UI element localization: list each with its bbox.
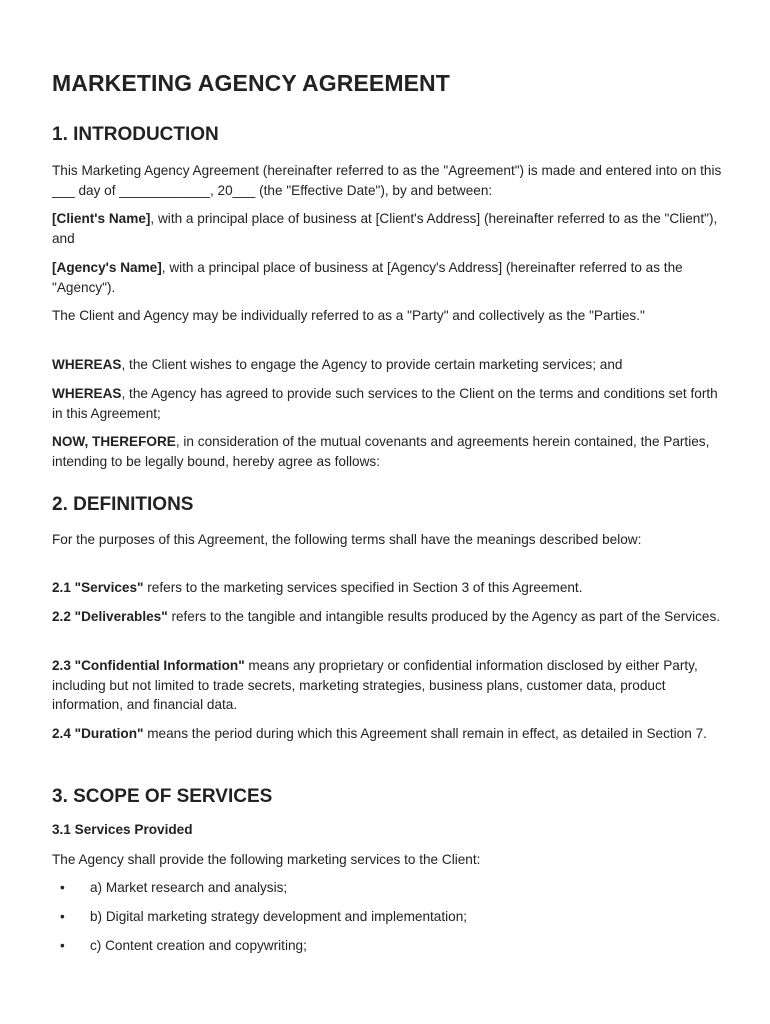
whereas-label-2: WHEREAS: [52, 386, 122, 401]
list-item-text: c) Content creation and copywriting;: [90, 938, 307, 953]
definition-confidential-term: 2.3 "Confidential Information": [52, 658, 245, 673]
definition-services-text: refers to the marketing services specified in Section 3 of this Agreement.: [143, 580, 583, 595]
agency-party-text: , with a principal place of business at [Agency's Address] (hereinafter referred to as the "Agency").: [52, 260, 683, 295]
whereas-clause-1: [52, 355, 722, 375]
section-heading-definitions: 2. DEFINITIONS: [52, 494, 194, 515]
list-item-text: b) Digital marketing strategy development and implementation;: [90, 909, 468, 924]
list-item-text: a) Market research and analysis;: [90, 880, 288, 895]
section-heading-introduction: 1. INTRODUCTION: [52, 124, 219, 145]
whereas-label-1: WHEREAS: [52, 357, 122, 372]
parties-paragraph: The Client and Agency may be individually referred to as a "Party" and collectively as the "Parties.": [52, 308, 645, 323]
definition-services: [52, 578, 722, 598]
now-therefore-text: , in consideration of the mutual covenants and agreements herein contained, the Parties, intending to be legally bound, hereby agree as follows:: [52, 434, 710, 469]
now-therefore-clause: [52, 432, 722, 471]
definition-deliverables-term: 2.2 "Deliverables": [52, 609, 168, 624]
whereas-text-2: , the Agency has agreed to provide such services to the Client on the terms and conditions set forth in this Agreement;: [52, 386, 718, 421]
definition-confidential-text: means any proprietary or confidential information disclosed by either Party, including but not limited to trade secrets, marketing strategies, business plans, customer data, product information, and financial data.: [52, 658, 698, 712]
client-party-text: , with a principal place of business at [Client's Address] (hereinafter referred to as the "Client"), and: [52, 211, 718, 246]
definition-duration-text: means the period during which this Agreement shall remain in effect, as detailed in Section 7.: [143, 726, 707, 741]
subsection-services-provided: 3.1 Services Provided: [52, 822, 193, 837]
definition-duration: [52, 724, 722, 744]
document-title: MARKETING AGENCY AGREEMENT: [52, 70, 450, 96]
definition-duration-term: 2.4 "Duration": [52, 726, 144, 741]
bullet-icon: •: [60, 909, 65, 924]
bullet-icon: •: [60, 938, 65, 953]
definitions-intro: For the purposes of this Agreement, the following terms shall have the meanings described below:: [52, 532, 642, 547]
definition-deliverables: [52, 607, 722, 627]
agency-party-paragraph: [52, 258, 722, 297]
definition-confidential-information: [52, 656, 722, 715]
bullet-icon: •: [60, 880, 65, 895]
intro-paragraph: This Marketing Agency Agreement (hereinafter referred to as the "Agreement") is made and entered into on this ___ day of ____________, 20___ (the "Effective Date"), by and between:: [52, 163, 722, 198]
definition-deliverables-text: refers to the tangible and intangible results produced by the Agency as part of the Services.: [167, 609, 721, 624]
agency-name-placeholder: [Agency's Name]: [52, 260, 162, 275]
whereas-clause-2: [52, 384, 722, 423]
whereas-text-1: , the Client wishes to engage the Agency to provide certain marketing services; and: [121, 357, 623, 372]
now-therefore-label: NOW, THEREFORE: [52, 434, 176, 449]
scope-intro: The Agency shall provide the following marketing services to the Client:: [52, 852, 481, 867]
definition-services-term: 2.1 "Services": [52, 580, 144, 595]
client-name-placeholder: [Client's Name]: [52, 211, 151, 226]
section-heading-scope-of-services: 3. SCOPE OF SERVICES: [52, 786, 273, 807]
client-party-paragraph: [52, 209, 722, 248]
